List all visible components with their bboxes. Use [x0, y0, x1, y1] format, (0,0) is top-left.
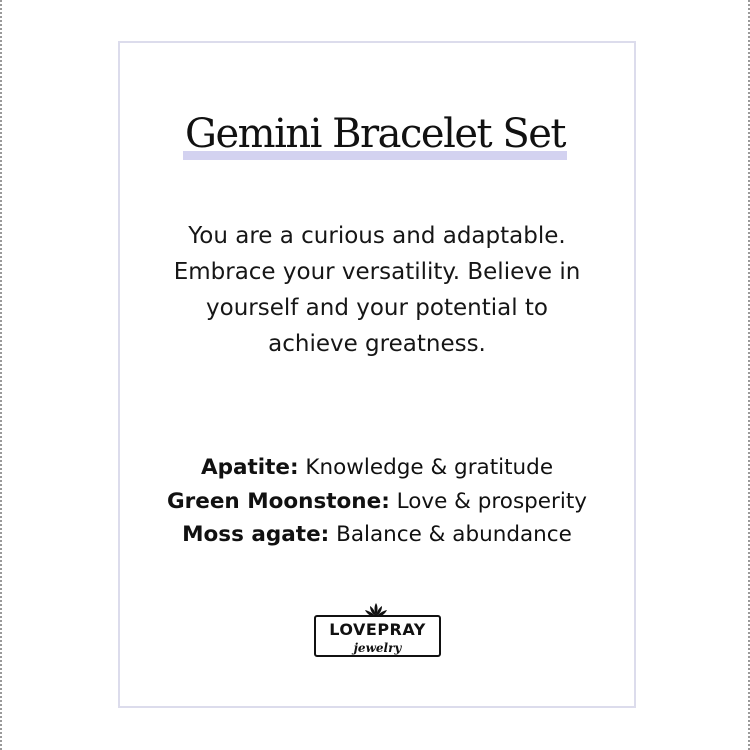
page-title: [183, 108, 567, 160]
stone-row: [118, 518, 636, 552]
logo-sub-text: [314, 640, 441, 656]
title-text: Gemini Bracelet Set: [185, 111, 565, 157]
stone-meaning: Knowledge & gratitude: [298, 455, 554, 480]
stone-row: [118, 451, 636, 485]
logo-brand-text: LOVEPRAY: [329, 620, 426, 639]
logo-sub-label: jewelry: [350, 641, 406, 655]
title-wrap: [2, 108, 748, 160]
stone-meaning: Love & prosperity: [389, 488, 587, 514]
stone-name: Apatite:: [200, 455, 299, 480]
stone-row: [118, 485, 636, 519]
brand-logo: [314, 602, 441, 664]
stone-name: Moss agate:: [182, 522, 330, 547]
card-message: You are a curious and adaptable. Embrace your versatility. Believe in yourself and your potential to achieve greatness.: [173, 223, 581, 357]
stone-meaning: Balance & abundance: [329, 522, 572, 547]
stone-name: Green Moonstone:: [167, 488, 390, 514]
stone-list: [118, 451, 636, 552]
lotus-icon: [364, 602, 388, 618]
